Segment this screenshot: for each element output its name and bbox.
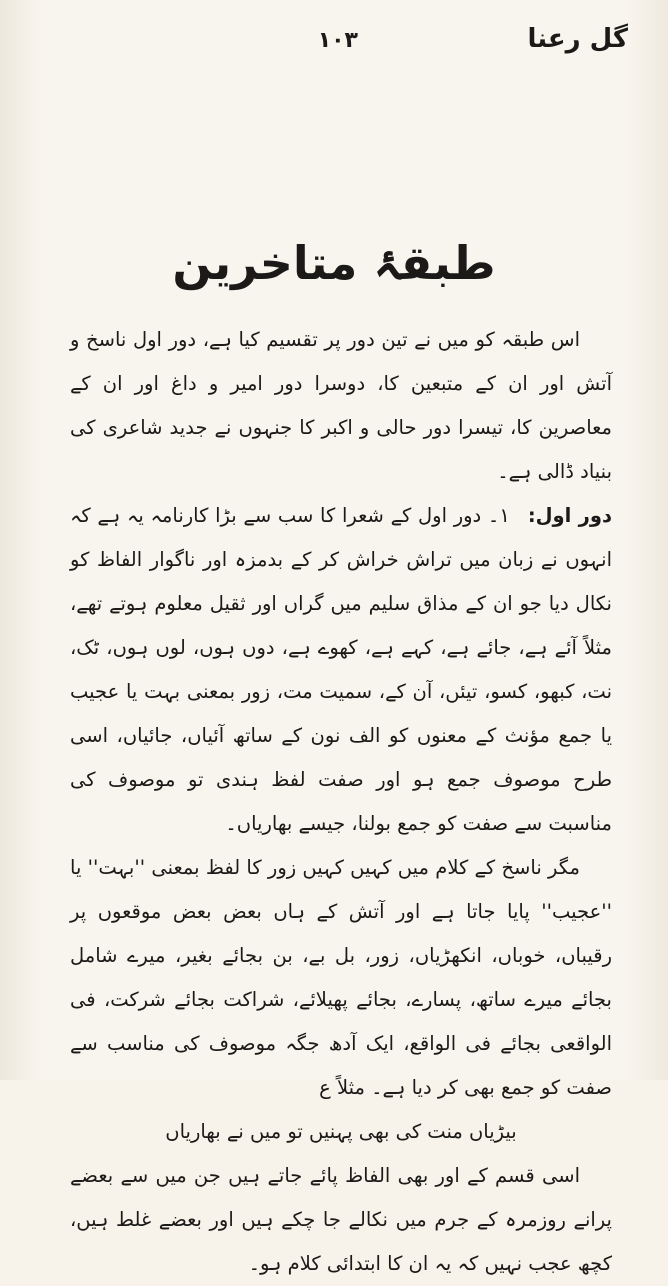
paragraph-nasikh-atish: مگر ناسخ کے کلام میں کہیں کہیں زور کا لفظ بمعنی ''بہت'' یا ''عجیب'' پایا جاتا ہے اور آتش کے ہاں بعض بعض موقعوں پر رقیباں، خوباں، انکھڑیاں، زور، بل بے، بن بجائے بغیر، میرے شامل بجائے میرے ساتھ، پسارے، بجائے پھیلائے، شراکت بجائے شرکت، فی الواقعی بجائے فی الواقع، ایک آدھ جگہ موصوف کی مناسب سے صفت کو جمع بھی کر دیا ہے۔ مثلاً ع (70, 856, 612, 1099)
chapter-title: طبقۂ متاخرین (172, 236, 496, 290)
page-number: ۱۰۳ (317, 28, 358, 53)
verse-line: بیڑیاں منت کی بھی پہنیں تو میں نے بھاریاں (165, 1120, 517, 1143)
page-header (40, 24, 628, 64)
running-title: گل رعنا (527, 24, 628, 54)
paragraph-intro: اس طبقہ کو میں نے تین دور پر تقسیم کیا ہے، دور اول ناسخ و آتش اور ان کے متبعین کا، دوسرا دور امیر و داغ اور ان کے معاصرین کا، تیسرا دور حالی و اکبر کا جنہوں نے جدید شاعری کی بنیاد ڈالی ہے۔ (70, 328, 612, 483)
paragraph-first-era-text: ۱۔ دور اول کے شعرا کا سب سے بڑا کارنامہ یہ ہے کہ انہوں نے زبان میں تراش خراش کر کے بدمزہ اور ناگوار الفاظ کو نکال دیا جو ان کے مذاق سلیم میں گراں اور ثقیل معلوم ہوتے تھے، مثلاً آئے ہے، جائے ہے، کہے ہے، کھوے ہے، دوں ہوں، لوں ہوں، ٹک، نت، کبھو، کسو، تیئں، آن کے، سمیت مت، زور بمعنی بہت یا عجیب یا جمع مؤنث کے معنوں کو الف نون کے ساتھ آئیاں، جائیاں، اسی طرح موصوف جمع ہو اور صفت لفظ ہندی تو موصوف کی مناسبت سے صفت کو جمع بولنا، جیسے بھاریاں۔ (70, 504, 612, 835)
section-label: دور اول: (527, 504, 612, 527)
body-text (70, 318, 612, 1286)
paragraph-first-era (70, 494, 612, 846)
paragraph-closing: اسی قسم کے اور بھی الفاظ پائے جاتے ہیں جن میں سے بعضے پرانے روزمرہ کے جرم میں نکالے جا چکے ہیں اور بعضے غلط ہیں، کچھ عجب نہیں کہ یہ ان کا ابتدائی کلام ہو۔ (70, 1164, 612, 1275)
